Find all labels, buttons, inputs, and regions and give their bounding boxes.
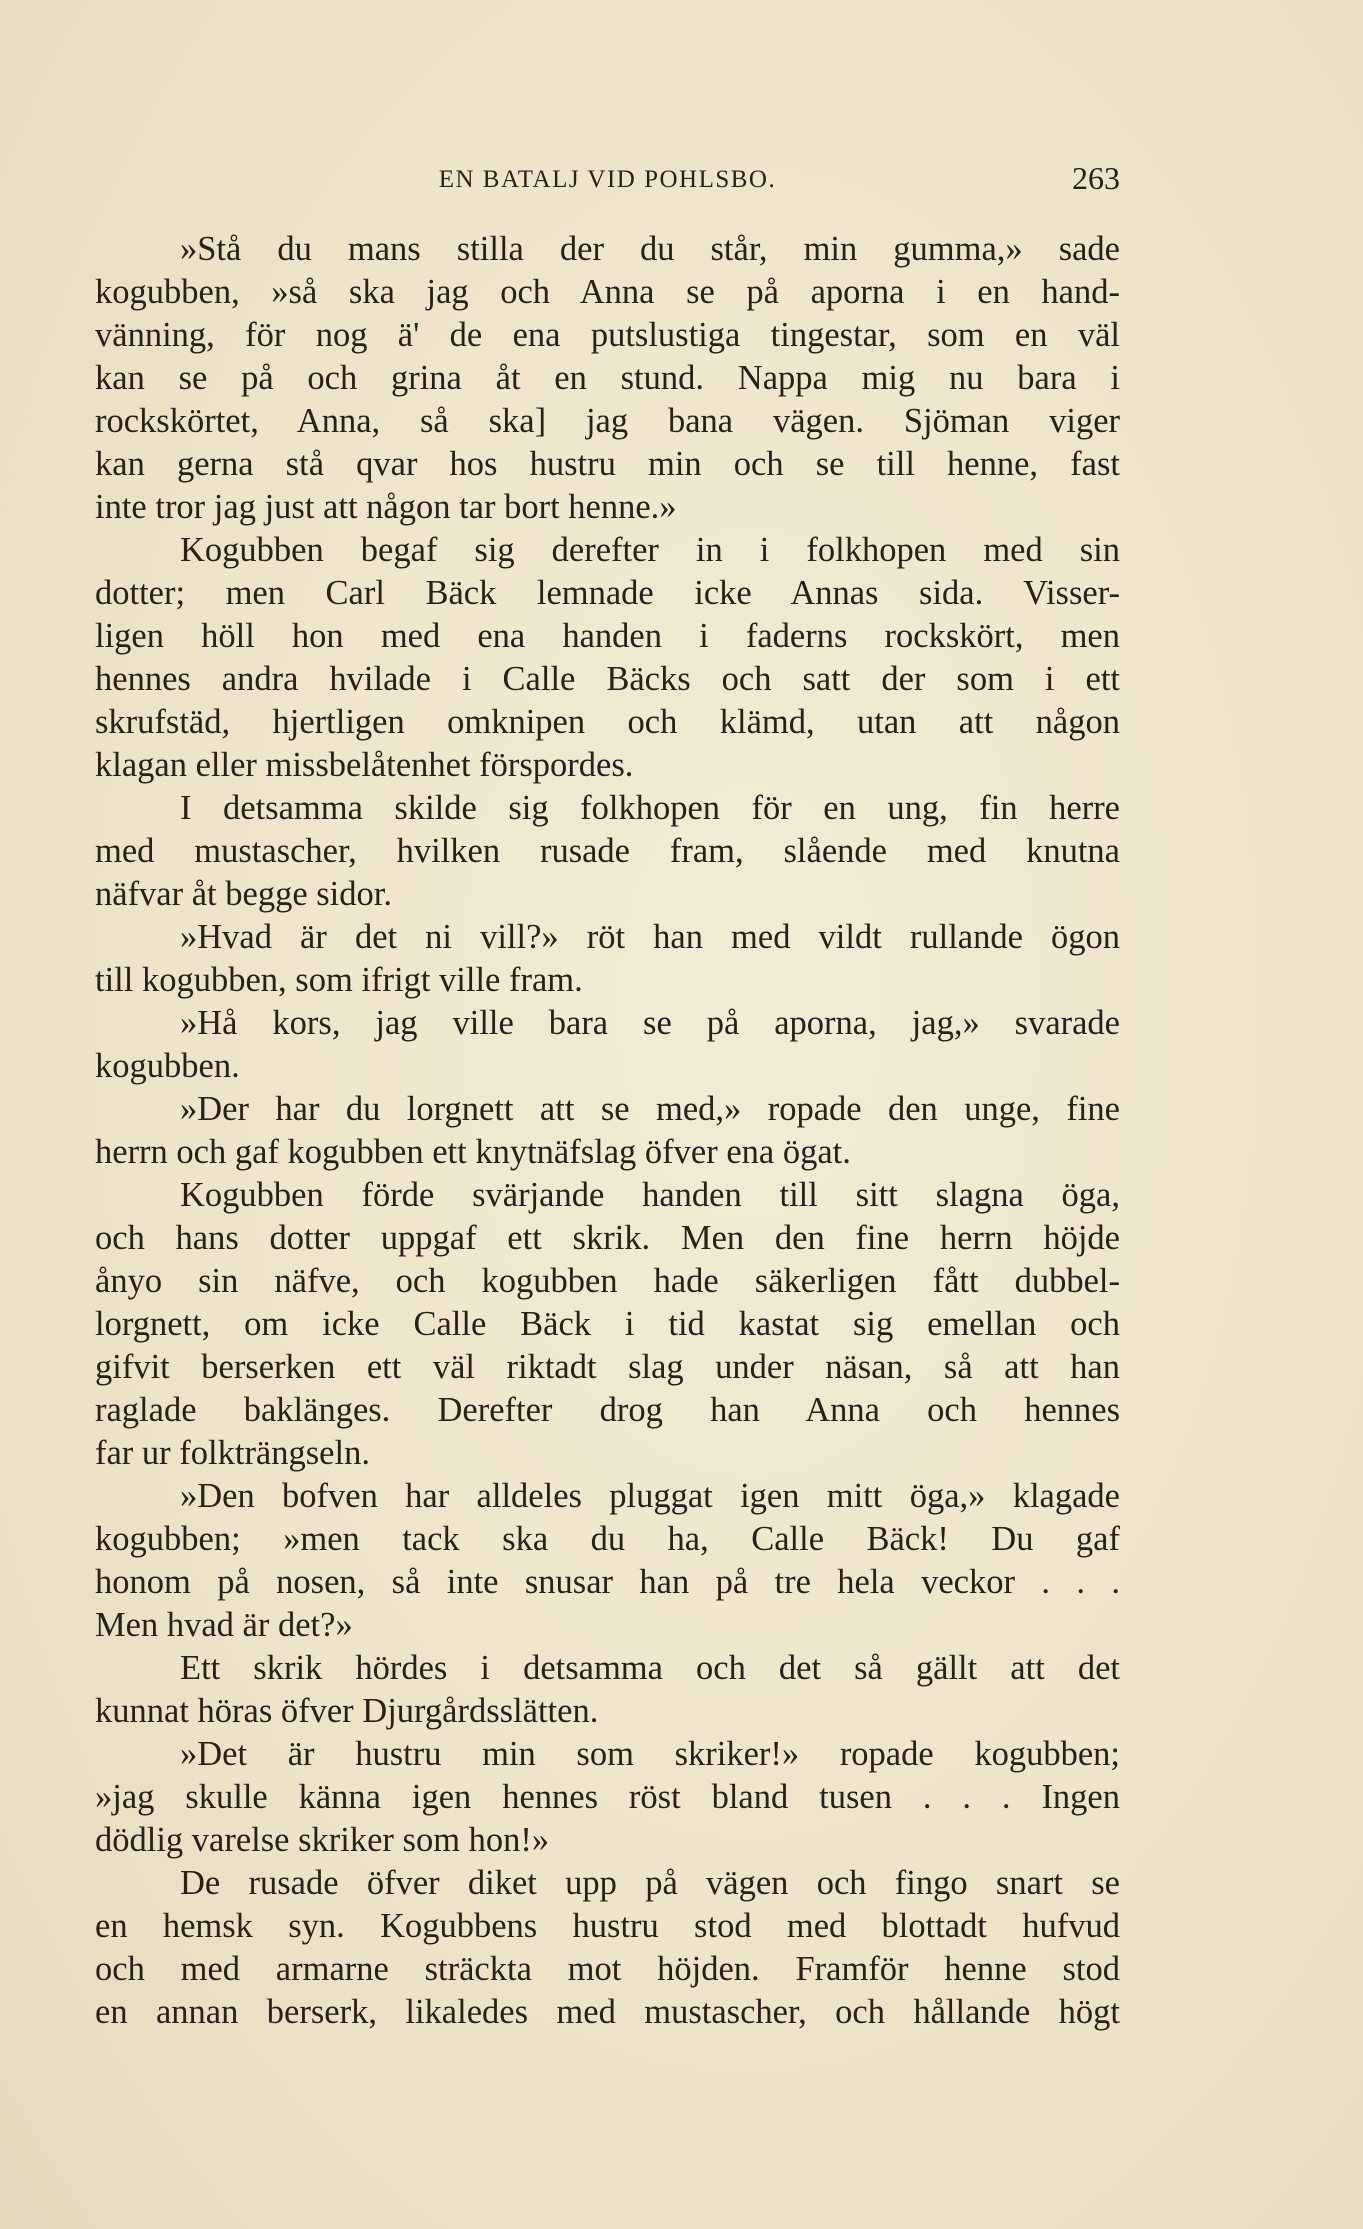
text-line: kogubben; »men tack ska du ha, Calle Bäck! Du gaf (95, 1520, 1120, 1558)
text-line: till kogubben, som ifrigt ville fram. (95, 961, 583, 999)
text-line: far ur folkträngseln. (95, 1434, 370, 1472)
text-line: Kogubben förde svärjande handen till sitt slagna öga, (180, 1176, 1120, 1214)
text-line: »Den bofven har alldeles pluggat igen mitt öga,» klagade (180, 1477, 1120, 1515)
text-line: lorgnett, om icke Calle Bäck i tid kastat sig emellan och (95, 1305, 1120, 1343)
text-line: kogubben. (95, 1047, 240, 1085)
text-line: herrn och gaf kogubben ett knytnäfslag öfver ena ögat. (95, 1133, 851, 1171)
text-line: »Der har du lorgnett att se med,» ropade den unge, fine (180, 1090, 1120, 1128)
text-line: rockskörtet, Anna, så ska] jag bana vägen. Sjöman viger (95, 402, 1120, 440)
text-line: »jag skulle känna igen hennes röst bland tusen . . . Ingen (95, 1778, 1120, 1816)
text-line: inte tror jag just att någon tar bort henne.» (95, 488, 677, 526)
text-line: med mustascher, hvilken rusade fram, slående med knutna (95, 832, 1120, 870)
text-line: gifvit berserken ett väl riktadt slag under näsan, så att han (95, 1348, 1120, 1386)
text-line: en hemsk syn. Kogubbens hustru stod med blottadt hufvud (95, 1907, 1120, 1945)
text-line: »Hå kors, jag ville bara se på aporna, jag,» svarade (180, 1004, 1120, 1042)
text-line: »Det är hustru min som skriker!» ropade kogubben; (180, 1735, 1120, 1773)
text-line: en annan berserk, likaledes med mustascher, och hållande högt (95, 1993, 1120, 2031)
text-line: »Hvad är det ni vill?» röt han med vildt rullande ögon (180, 918, 1120, 956)
running-head (95, 160, 1120, 200)
text-line: kogubben, »så ska jag och Anna se på aporna i en hand- (95, 273, 1120, 311)
body-text (95, 228, 1120, 2034)
text-line: Men hvad är det?» (95, 1606, 353, 1644)
text-line: och med armarne sträckta mot höjden. Framför henne stod (95, 1950, 1120, 1988)
text-line: De rusade öfver diket upp på vägen och fingo snart se (180, 1864, 1120, 1902)
text-line: hennes andra hvilade i Calle Bäcks och satt der som i ett (95, 660, 1120, 698)
page-number: 263 (1072, 160, 1120, 196)
text-line: kunnat höras öfver Djurgårdsslätten. (95, 1692, 599, 1730)
text-line: Ett skrik hördes i detsamma och det så gällt att det (180, 1649, 1120, 1687)
text-line: »Stå du mans stilla der du står, min gumma,» sade (180, 230, 1120, 268)
text-line: dotter; men Carl Bäck lemnade icke Annas sida. Visser- (95, 574, 1120, 612)
text-line: och hans dotter uppgaf ett skrik. Men den fine herrn höjde (95, 1219, 1120, 1257)
text-line: näfvar åt begge sidor. (95, 875, 392, 913)
text-line: skrufstäd, hjertligen omknipen och klämd, utan att någon (95, 703, 1120, 741)
text-line: raglade baklänges. Derefter drog han Anna och hennes (95, 1391, 1120, 1429)
running-title: EN BATALJ VID POHLSBO. (438, 166, 777, 193)
text-line: Kogubben begaf sig derefter in i folkhopen med sin (180, 531, 1120, 569)
text-line: vänning, för nog ä' de ena putslustiga tingestar, som en väl (95, 316, 1120, 354)
text-line: I detsamma skilde sig folkhopen för en ung, fin herre (180, 789, 1120, 827)
text-line: kan gerna stå qvar hos hustru min och se till henne, fast (95, 445, 1120, 483)
text-line: honom på nosen, så inte snusar han på tre hela veckor . . . (95, 1563, 1120, 1601)
text-line: kan se på och grina åt en stund. Nappa mig nu bara i (95, 359, 1120, 397)
text-line: ånyo sin näfve, och kogubben hade säkerligen fått dubbel- (95, 1262, 1120, 1300)
text-line: klagan eller missbelåtenhet förspordes. (95, 746, 634, 784)
text-line: ligen höll hon med ena handen i faderns rockskört, men (95, 617, 1120, 655)
text-line: dödlig varelse skriker som hon!» (95, 1821, 550, 1859)
